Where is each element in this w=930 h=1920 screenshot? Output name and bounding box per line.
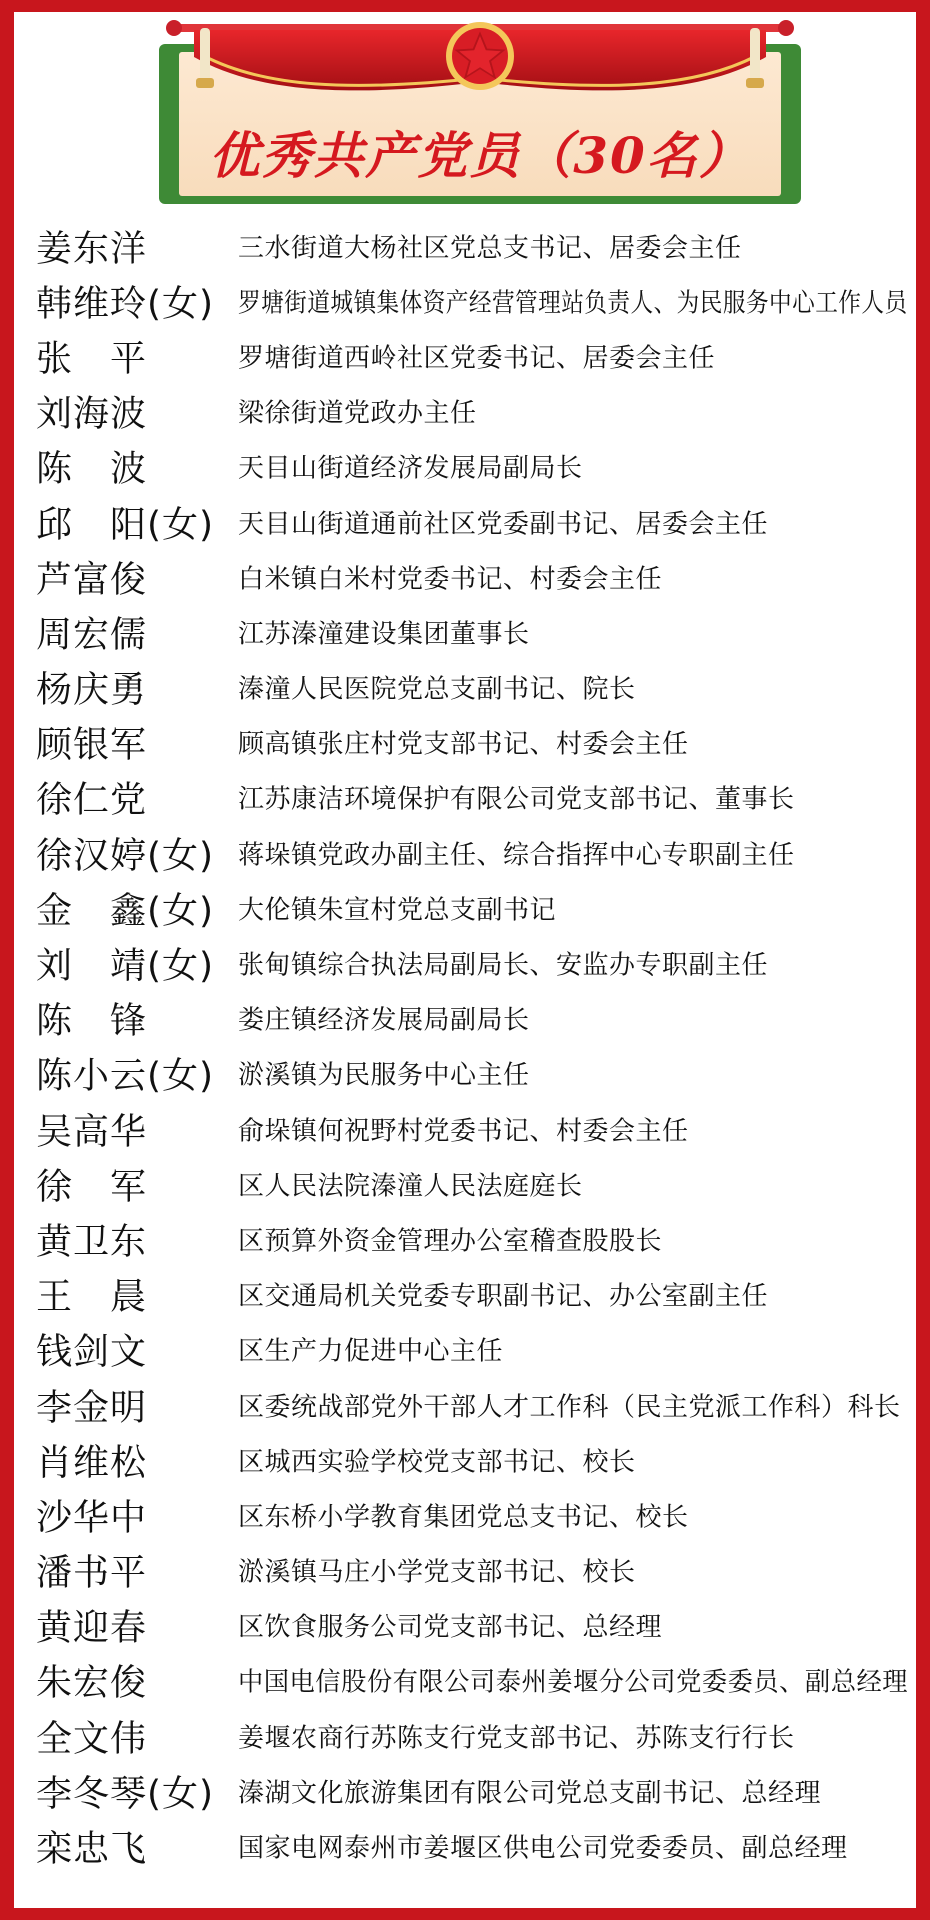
member-role: 区生产力促进中心主任 [238,1336,504,1367]
member-role: 区城西实验学校党支部书记、校长 [238,1447,636,1478]
member-name: 全文伟 [36,1718,148,1760]
list-item [14,1543,916,1598]
list-item [14,1101,916,1156]
member-role: 梁徐街道党政办主任 [238,398,477,429]
member-role: 大伦镇朱宣村党总支副书记 [238,895,557,926]
list-item [14,273,916,328]
member-role: 区交通局机关党委专职副书记、办公室副主任 [238,1281,769,1312]
member-role: 天目山街道通前社区党委副书记、居委会主任 [238,509,769,540]
honor-list-card [14,12,916,1908]
list-item [14,1818,916,1873]
member-list [14,218,916,1874]
member-name: 黄卫东 [36,1221,148,1263]
member-name: 徐汉婷(女) [36,835,215,877]
member-name: 潘书平 [36,1552,148,1594]
member-role: 江苏溱潼建设集团董事长 [238,619,530,650]
member-role: 三水街道大杨社区党总支书记、居委会主任 [238,233,742,264]
list-item [14,1156,916,1211]
page-title: 优秀共产党员（30名） [209,126,751,185]
member-role: 天目山街道经济发展局副局长 [238,453,583,484]
member-name: 周宏儒 [36,614,148,656]
list-item [14,1763,916,1818]
list-item [14,549,916,604]
member-role: 江苏康洁环境保护有限公司党支部书记、董事长 [238,784,795,815]
list-item [14,1046,916,1101]
member-role: 淤溪镇为民服务中心主任 [238,1060,530,1091]
member-role: 罗塘街道西岭社区党委书记、居委会主任 [238,343,716,374]
member-name: 吴高华 [36,1111,148,1153]
member-name: 王 晨 [36,1276,148,1318]
member-name: 李金明 [36,1387,148,1429]
list-item [14,1377,916,1432]
list-item [14,825,916,880]
member-name: 李冬琴(女) [36,1773,215,1815]
list-item [14,770,916,825]
list-item [14,384,916,439]
member-role: 国家电网泰州市姜堰区供电公司党委委员、副总经理 [238,1833,848,1864]
list-item [14,1487,916,1542]
member-role: 溱湖文化旅游集团有限公司党总支副书记、总经理 [238,1778,822,1809]
member-role: 区预算外资金管理办公室稽查股股长 [238,1226,663,1257]
member-role: 区东桥小学教育集团党总支书记、校长 [238,1502,689,1533]
list-item [14,218,916,273]
member-role: 娄庄镇经济发展局副局长 [238,1005,530,1036]
list-item [14,439,916,494]
member-role: 区委统战部党外干部人才工作科（民主党派工作科）科长 [238,1392,901,1423]
member-name: 肖维松 [36,1442,148,1484]
list-item [14,935,916,990]
list-item [14,494,916,549]
list-item [14,991,916,1046]
member-role: 区饮食服务公司党支部书记、总经理 [238,1612,663,1643]
list-item [14,1211,916,1266]
title-banner [144,12,816,207]
member-role: 白米镇白米村党委书记、村委会主任 [238,564,663,595]
member-role: 区人民法院溱潼人民法庭庭长 [238,1171,583,1202]
member-name: 邱 阳(女) [36,504,215,546]
member-name: 沙华中 [36,1497,148,1539]
member-name: 黄迎春 [36,1607,148,1649]
member-role: 蒋垛镇党政办副主任、综合指挥中心专职副主任 [238,840,795,871]
list-item [14,604,916,659]
list-item [14,1598,916,1653]
list-item [14,1267,916,1322]
member-name: 徐仁党 [36,779,148,821]
member-role: 顾高镇张庄村党支部书记、村委会主任 [238,729,689,760]
member-name: 刘海波 [36,393,148,435]
member-name: 张 平 [36,338,148,380]
member-role: 溱潼人民医院党总支副书记、院长 [238,674,636,705]
member-name: 芦富俊 [36,559,148,601]
member-name: 钱剑文 [36,1331,148,1373]
member-role: 张甸镇综合执法局副局长、安监办专职副主任 [238,950,769,981]
list-item [14,660,916,715]
member-name: 陈 波 [36,448,148,490]
member-name: 顾银军 [36,724,148,766]
member-role: 姜堰农商行苏陈支行党支部书记、苏陈支行行长 [238,1723,795,1754]
member-role: 中国电信股份有限公司泰州姜堰分公司党委委员、副总经理 [238,1667,909,1698]
member-name: 金 鑫(女) [36,890,215,932]
member-name: 栾忠飞 [36,1828,148,1870]
list-item [14,1432,916,1487]
member-name: 朱宏俊 [36,1662,148,1704]
list-item [14,715,916,770]
member-role: 俞垛镇何祝野村党委书记、村委会主任 [238,1116,689,1147]
list-item [14,1708,916,1763]
member-name: 韩维玲(女) [36,283,215,325]
list-item [14,880,916,935]
member-name: 陈 锋 [36,1000,148,1042]
list-item [14,1653,916,1708]
list-item [14,1322,916,1377]
member-role: 罗塘街道城镇集体资产经营管理站负责人、为民服务中心工作人员 [238,288,908,319]
member-name: 刘 靖(女) [36,945,215,987]
member-role: 淤溪镇马庄小学党支部书记、校长 [238,1557,636,1588]
list-item [14,328,916,383]
member-name: 徐 军 [36,1166,148,1208]
member-name: 杨庆勇 [36,669,148,711]
member-name: 陈小云(女) [36,1055,215,1097]
member-name: 姜东洋 [36,228,148,270]
